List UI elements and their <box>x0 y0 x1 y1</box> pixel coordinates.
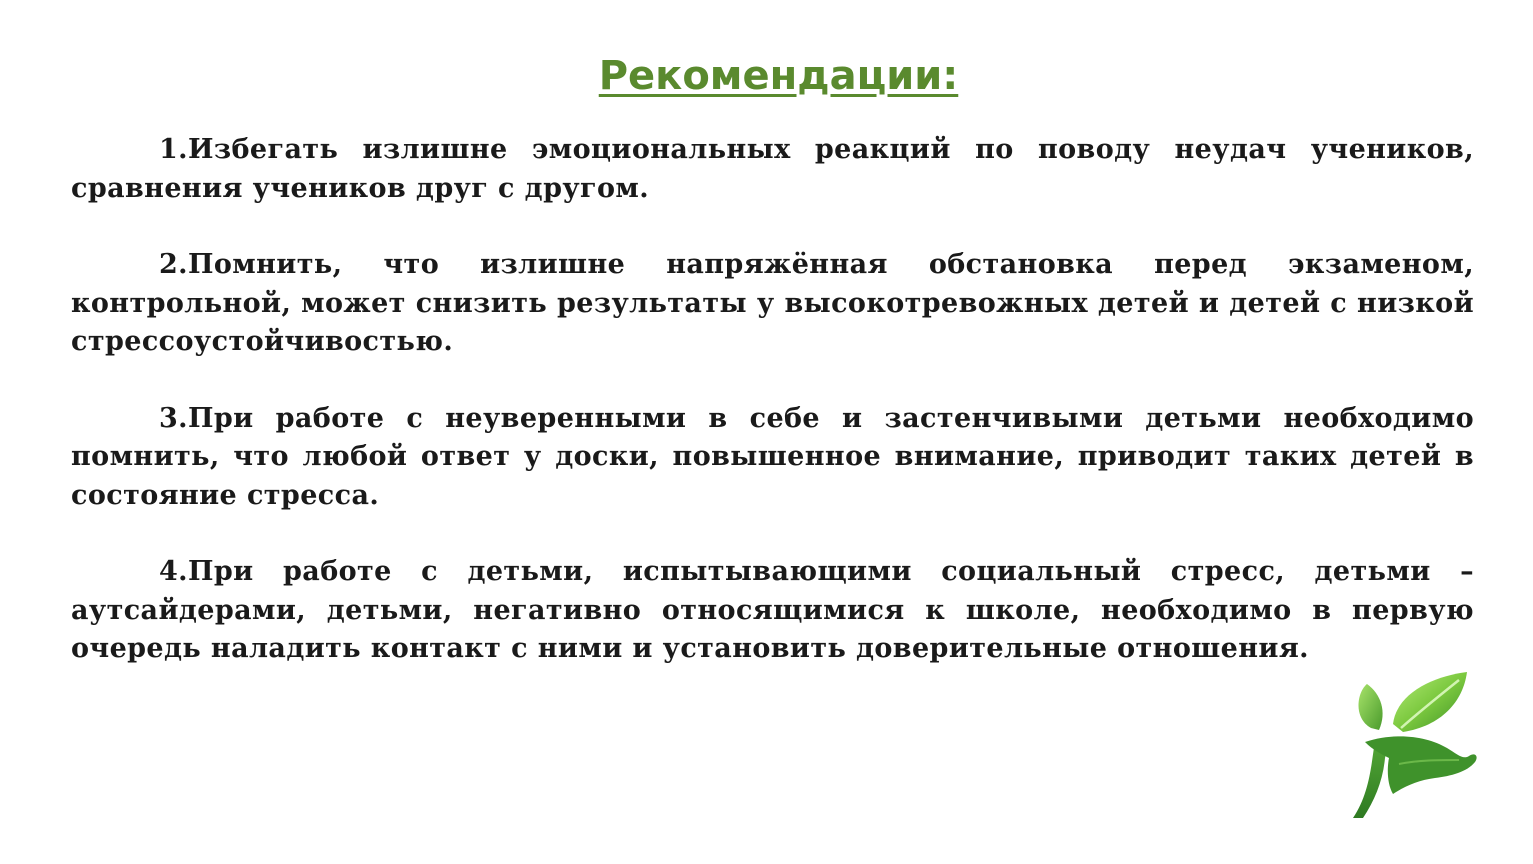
recommendation-item-1: 1.Избегать излишне эмоциональных реакций по поводу неудач учеников, сравнения учеников друг с другом. <box>71 134 1474 204</box>
recommendations-list <box>71 131 1474 707</box>
recommendation-item-4: 4.При работе с детьми, испытывающими социальный стресс, детьми – аутсайдерами, детьми, негативно относящимися к школе, необходимо в первую очередь наладить контакт с ними и установить доверительные отношения. <box>71 556 1474 664</box>
slide-title <box>0 48 1533 104</box>
recommendation-item-3: 3.При работе с неуверенными в себе и застенчивыми детьми необходимо помнить, что любой ответ у доски, повышенное внимание, приводит таких детей в состояние стресса. <box>71 402 1474 511</box>
recommendation-item-2: 2.Помнить, что излишне напряжённая обстановка перед экзаменом, контрольной, может снизить результаты у высокотревожных детей и детей с низкой стрессоустойчивостью. <box>71 249 1474 357</box>
sprout-hand-logo-icon <box>1335 668 1483 828</box>
left-leaf <box>1359 684 1383 730</box>
slide-title-text: Рекомендации: <box>598 53 959 99</box>
